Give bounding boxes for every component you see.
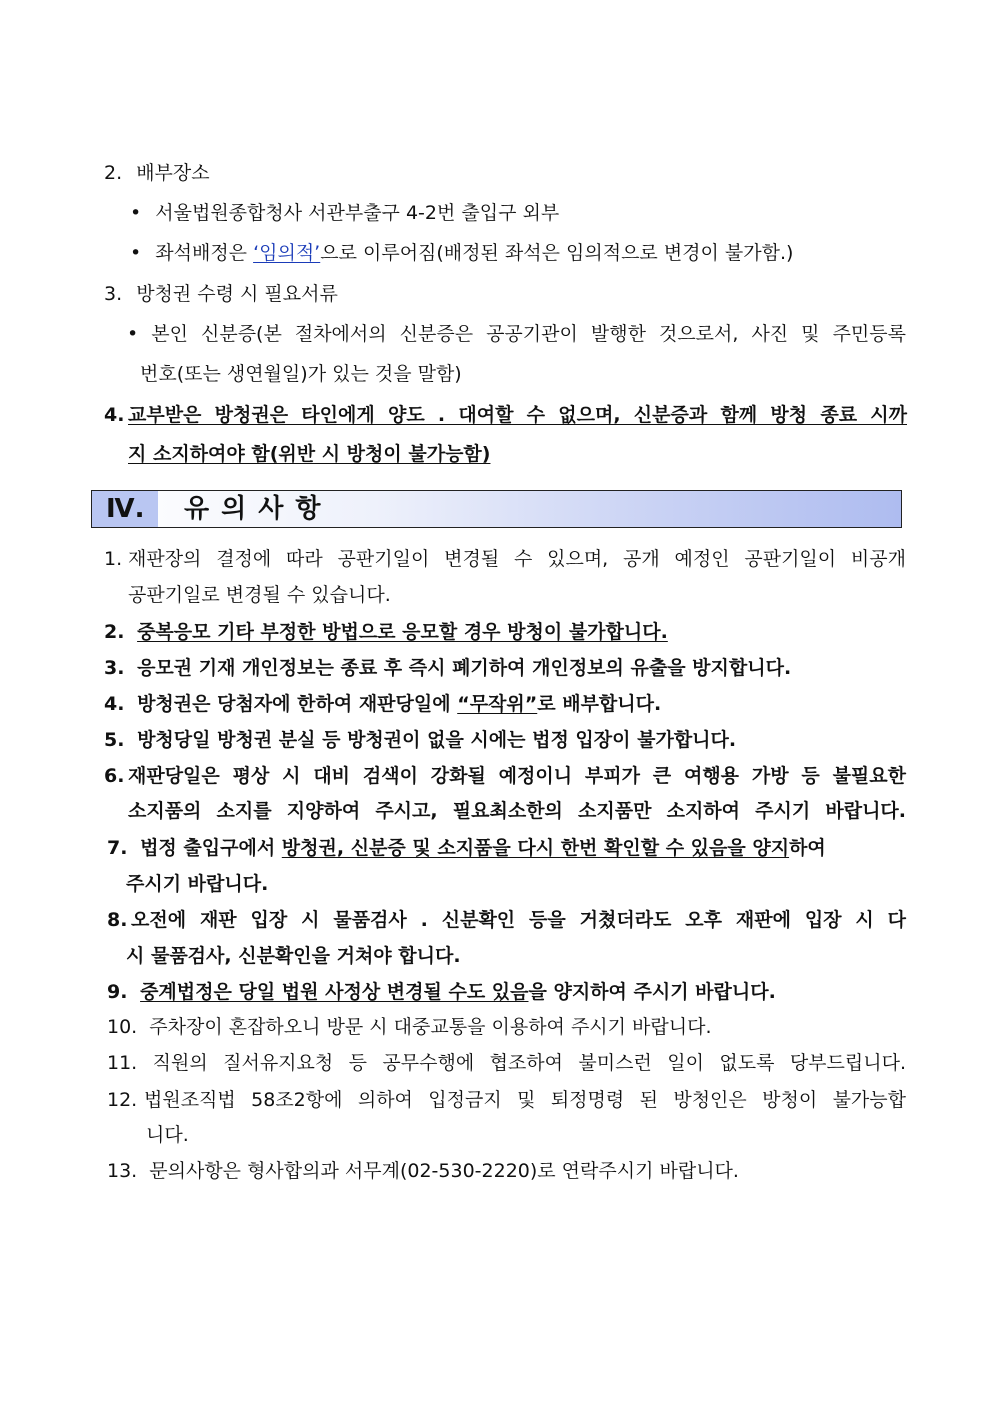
item-number: 5.: [104, 729, 125, 751]
notice-personal-info: [104, 655, 791, 681]
bullet-icon: •: [130, 242, 142, 264]
item-2-heading: [104, 160, 210, 186]
item-number: 13.: [107, 1160, 138, 1182]
bullet-text: 본인 신분증(본 절차에서의 신분증은 공공기관이 발행한 것으로서, 사진 및 주민등록: [151, 323, 906, 345]
bullet-icon: •: [127, 323, 139, 345]
item-3-heading: [104, 281, 338, 307]
item-number: 3.: [104, 283, 123, 305]
bullet-text-post: 으로 이루어짐(배정된 좌석은 임의적으로 변경이 불가함.): [320, 242, 794, 264]
bullet-text-continued: 번호(또는 생연월일)가 있는 것을 말함): [140, 363, 462, 385]
item-number: 2.: [104, 162, 123, 184]
notice-text: 방청당일 방청권 분실 등 방청권이 없을 시에는 법정 입장이 불가합니다.: [137, 729, 737, 751]
item-number: 7.: [107, 837, 128, 859]
bullet-id-requirement: [127, 321, 906, 347]
item-number: 4.: [104, 404, 125, 426]
item-number: 11.: [107, 1052, 138, 1074]
notice-text-pre: 법정 출입구에서: [140, 837, 282, 859]
notice-security-check-continued: 소지품의 소지를 지양하여 주시고, 필요최소한의 소지품만 소지하여 주시기 바랍니다.: [128, 800, 906, 822]
notice-duplicate-entry: [104, 619, 668, 645]
notice-text-post: 하여: [789, 837, 826, 859]
notice-afternoon-check: 오전에 재판 입장 시 물품검사 . 신분확인 등을 거쳤더라도 오후 재판에 입장 시 다: [131, 909, 906, 931]
notice-text-post: 을 양지하여 주시기 바랍니다.: [528, 981, 776, 1003]
item-number: 4.: [104, 693, 125, 715]
item-number: 3.: [104, 657, 125, 679]
item-number: 9.: [107, 981, 128, 1003]
notice-security-check: 재판당일은 평상 시 대비 검색이 강화될 예정이니 부피가 큰 여행용 가방 등 불필요한: [128, 765, 906, 787]
notice-parking: [107, 1014, 712, 1040]
bullet-seat-assignment: [130, 240, 793, 266]
notice-court-act-continued: 니다.: [146, 1124, 189, 1146]
notice-text: 중복응모 기타 부정한 방법으로 응모할 경우 방청이 불가합니다.: [137, 621, 668, 643]
notice-date-change: 재판장의 결정에 따라 공판기일이 변경될 수 있으며, 공개 예정인 공판기일이 비공개: [128, 548, 906, 570]
bullet-icon: •: [130, 202, 142, 224]
section-number: Ⅳ.: [92, 491, 158, 527]
random-highlight: “무작위”: [457, 693, 538, 715]
notice-entrance-check-continued: 주시기 바랍니다.: [126, 873, 269, 895]
bullet-text: 서울법원종합청사 서관부출구 4-2번 출입구 외부: [155, 202, 560, 224]
notice-date-change-continued: 공판기일로 변경될 수 있습니다.: [128, 584, 391, 606]
notice-court-act: 법원조직법 58조2항에 의하여 입정금지 및 퇴정명령 된 방청인은 방청이 불가능합: [144, 1089, 906, 1111]
notice-text: 직원의 질서유지요청 등 공무수행에 협조하여 불미스런 일이 없도록 당부드립니다.: [152, 1052, 906, 1074]
notice-text: 문의사항은 형사합의과 서무계(02-530-2220)로 연락주시기 바랍니다.: [149, 1160, 739, 1182]
notice-lost-ticket: [104, 727, 736, 753]
notice-highlight: 중계법정은 당일 법원 사정상 변경될 수도 있음: [140, 981, 529, 1003]
item-number: 8.: [107, 909, 128, 931]
notice-text-pre: 방청권은 당첨자에 한하여 재판당일에: [137, 693, 458, 715]
ticket-transfer-warning-continued: 지 소지하여야 함(위반 시 방청이 불가능함): [128, 443, 491, 465]
notice-highlight: 방청권, 신분증 및 소지품을 다시 한번 확인할 수 있음을 양지: [281, 837, 790, 859]
item-title: 방청권 수령 시 필요서류: [136, 283, 338, 305]
notice-text-post: 로 배부합니다.: [537, 693, 662, 715]
bullet-distribution-location: [130, 200, 559, 226]
item-number: 12.: [107, 1089, 138, 1111]
notice-text: 응모권 기재 개인정보는 종료 후 즉시 폐기하여 개인정보의 유출을 방지합니다.: [137, 657, 792, 679]
notice-random-distribution: [104, 691, 661, 717]
ticket-transfer-warning: 교부받은 방청권은 타인에게 양도 . 대여할 수 없으며, 신분증과 함께 방청 종료 시까: [128, 404, 907, 426]
section-title: 유의사항: [184, 494, 333, 524]
notice-order-keeping: [107, 1050, 906, 1076]
notice-entrance-check: [107, 835, 826, 861]
random-highlight: ‘임의적’: [253, 242, 321, 264]
item-number: 10.: [107, 1016, 138, 1038]
notice-text: 주차장이 혼잡하오니 방문 시 대중교통을 이용하여 주시기 바랍니다.: [149, 1016, 712, 1038]
notice-afternoon-check-continued: 시 물품검사, 신분확인을 거쳐야 합니다.: [126, 945, 461, 967]
item-number: 1.: [104, 548, 123, 570]
item-title: 배부장소: [136, 162, 210, 184]
item-number: 6.: [104, 765, 125, 787]
notice-contact: [107, 1158, 739, 1184]
item-number: 2.: [104, 621, 125, 643]
notice-broadcast-courtroom: [107, 979, 776, 1005]
bullet-text-pre: 좌석배정은: [155, 242, 254, 264]
